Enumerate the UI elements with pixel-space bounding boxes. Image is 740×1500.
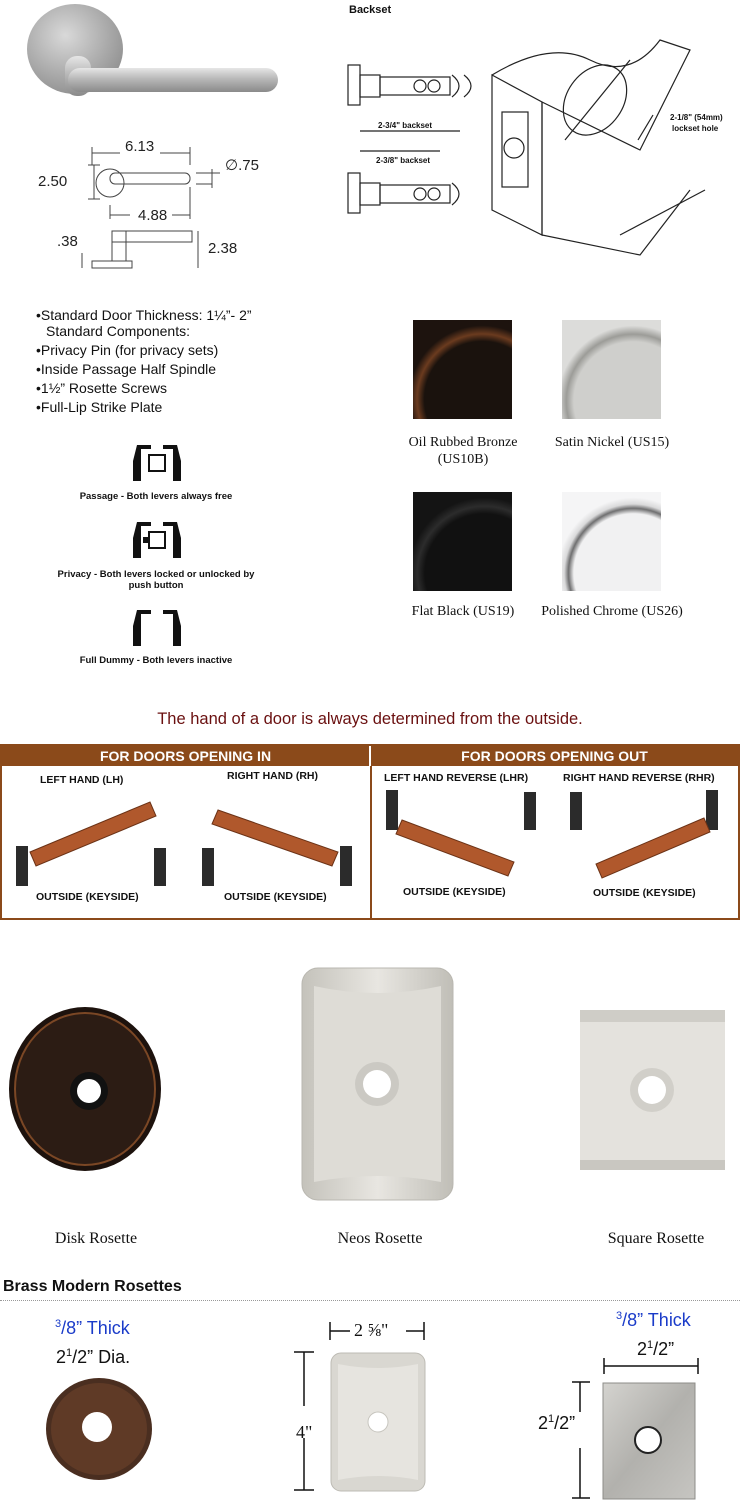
spec-list [36, 306, 316, 417]
dummy-label: Full Dummy - Both levers inactive [79, 655, 233, 666]
label-left-hand-reverse: LEFT HAND REVERSE (LHR) [384, 772, 529, 784]
disk-thickness-label [55, 1318, 130, 1339]
square-h-rest: /2” [554, 1413, 576, 1433]
latch-diagram [340, 55, 500, 225]
square-thickness-text: /8” Thick [622, 1310, 691, 1330]
lockset-hole-label-2: lockset hole [672, 124, 719, 133]
passage-label: Passage - Both levers always free [79, 491, 233, 502]
label-outside-rh: OUTSIDE (KEYSIDE) [224, 891, 327, 903]
dim-length: 6.13 [125, 138, 155, 155]
finish-swatch-oil-rubbed-bronze [413, 320, 512, 419]
privacy-label: Privacy - Both levers locked or unlocked by push button [57, 569, 255, 591]
disk-diameter-label [56, 1347, 130, 1368]
label-right-hand: RIGHT HAND (RH) [227, 770, 318, 782]
door-swing-illustrations [4, 786, 736, 892]
square-rosette-image [580, 1010, 725, 1170]
handing-notice: The hand of a door is always determined from the outside. [157, 710, 583, 728]
brass-square-rosette-image [602, 1382, 696, 1500]
spec-item: • 1½” Rosette Screws [36, 379, 316, 398]
finish-swatch-satin-nickel [562, 320, 661, 419]
disk-rosette-label: Disk Rosette [54, 1230, 138, 1247]
dim-projection: 4.88 [138, 207, 168, 224]
lever-handle-image [20, 4, 280, 104]
finish-label-oil-rubbed-bronze: Oil Rubbed Bronze (US10B) [408, 435, 518, 467]
square-h-whole: 2 [538, 1413, 549, 1433]
disk-dia-whole: 2 [56, 1347, 67, 1367]
backset-label-b: 2-3/8" backset [376, 156, 431, 165]
privacy-function-icon [131, 518, 183, 562]
spec-subheading: Standard Components: [46, 323, 190, 339]
brass-section-title: Brass Modern Rosettes [3, 1278, 182, 1295]
finish-swatch-flat-black [413, 492, 512, 591]
neos-rosette-label: Neos Rosette [337, 1230, 423, 1247]
spec-item: • Standard Door Thickness: 1¼”- 2” [36, 306, 316, 325]
dim-diameter: ∅.75 [225, 157, 259, 174]
label-outside-lhr: OUTSIDE (KEYSIDE) [403, 886, 506, 898]
spec-item: • Privacy Pin (for privacy sets) [36, 341, 316, 360]
label-right-hand-reverse: RIGHT HAND REVERSE (RHR) [563, 772, 715, 784]
brass-neos-rosette-image [330, 1352, 426, 1492]
square-thickness-label [616, 1310, 691, 1331]
finish-label-polished-chrome: Polished Chrome (US26) [541, 604, 683, 619]
spec-item: • Inside Passage Half Spindle [36, 360, 316, 379]
disk-rosette-image [5, 1005, 165, 1175]
disk-thickness-numerator: 3 [55, 1318, 62, 1330]
dim-lever-height: 2.38 [208, 240, 238, 257]
backset-label-a: 2-3/4" backset [378, 121, 433, 130]
square-thickness-numerator: 3 [616, 1310, 623, 1322]
finish-label-flat-black: Flat Black (US19) [411, 604, 515, 619]
label-left-hand: LEFT HAND (LH) [40, 774, 124, 786]
dummy-function-icon [131, 606, 183, 650]
finish-swatch-polished-chrome [562, 492, 661, 591]
backset-title: Backset [349, 4, 392, 16]
square-rosette-label: Square Rosette [607, 1230, 705, 1247]
header-opening-in: FOR DOORS OPENING IN [99, 748, 272, 764]
square-h-numerator: 1 [548, 1413, 555, 1425]
passage-function-icon [131, 441, 183, 485]
neos-rosette-image [300, 966, 455, 1202]
neos-height-label: 4" [296, 1422, 313, 1442]
disk-thickness-text: /8” Thick [61, 1318, 130, 1338]
square-w-rest: /2” [653, 1339, 675, 1359]
spec-item: • Full-Lip Strike Plate [36, 398, 316, 417]
disk-dia-numerator: 1 [66, 1347, 73, 1359]
dim-height: 2.50 [38, 173, 68, 190]
neos-width-label: 2 ⅝" [354, 1320, 389, 1340]
square-w-whole: 2 [637, 1339, 648, 1359]
finish-label-satin-nickel: Satin Nickel (US15) [554, 435, 670, 450]
brass-disk-rosette-image [44, 1377, 154, 1482]
square-w-numerator: 1 [647, 1339, 654, 1351]
door-edge-diagram [490, 30, 735, 265]
lockset-hole-label-1: 2-1/8" (54mm) [670, 113, 723, 122]
label-outside-lh: OUTSIDE (KEYSIDE) [36, 891, 139, 903]
section-divider [0, 1300, 740, 1301]
label-outside-rhr: OUTSIDE (KEYSIDE) [593, 887, 696, 899]
dim-rose-thickness: .38 [57, 233, 78, 250]
header-opening-out: FOR DOORS OPENING OUT [369, 746, 738, 766]
disk-dia-rest: /2” Dia. [72, 1347, 131, 1367]
